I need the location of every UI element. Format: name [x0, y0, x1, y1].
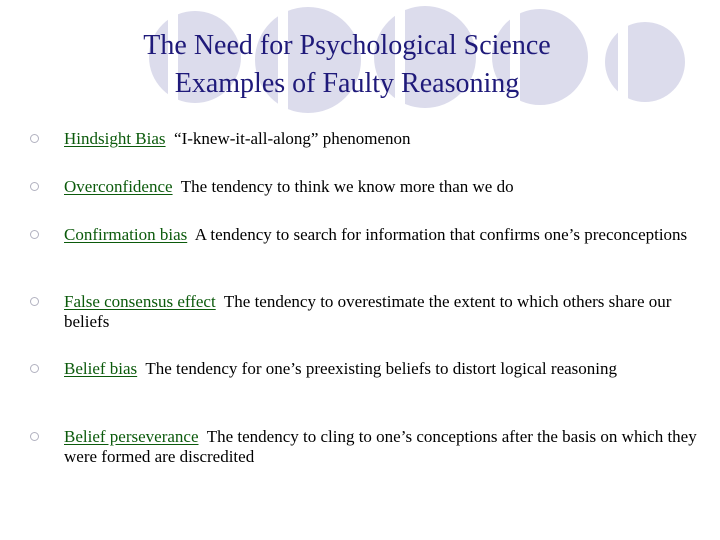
term-link[interactable]: Belief bias — [64, 359, 138, 378]
list-item-text — [64, 427, 704, 467]
term-definition: The tendency to cling to one’s conceptions after the basis on which they were formed are discredited — [64, 427, 697, 466]
term-definition: The tendency to overestimate the extent to which others share our beliefs — [64, 292, 672, 331]
term-definition: The tendency for one’s preexisting beliefs to distort logical reasoning — [145, 359, 617, 378]
bullet-circle-icon — [30, 364, 39, 373]
bullet-circle-icon — [30, 182, 39, 191]
term-definition: The tendency to think we know more than we do — [180, 177, 514, 196]
term-link[interactable]: Overconfidence — [64, 177, 173, 196]
list-item-text — [64, 129, 704, 149]
slide-title-line-1: The Need for Psychological Science — [143, 30, 551, 61]
term-link[interactable]: Belief perseverance — [64, 427, 199, 446]
list-item-text — [64, 359, 704, 379]
slide-subtitle: Examples of Faulty Reasoning — [174, 68, 520, 99]
bullet-circle-icon — [30, 432, 39, 441]
term-link[interactable]: False consensus effect — [64, 292, 216, 311]
bullet-circle-icon — [30, 134, 39, 143]
list-item-text — [64, 292, 704, 332]
bullet-circle-icon — [30, 297, 39, 306]
list-item-text — [64, 177, 704, 197]
term-definition: “I-knew-it-all-along” phenomenon — [174, 129, 411, 148]
list-item-text — [64, 225, 704, 245]
term-link[interactable]: Confirmation bias — [64, 225, 188, 244]
term-definition: A tendency to search for information that confirms one’s preconceptions — [194, 225, 688, 244]
term-link[interactable]: Hindsight Bias — [64, 129, 166, 148]
bullet-circle-icon — [30, 230, 39, 239]
